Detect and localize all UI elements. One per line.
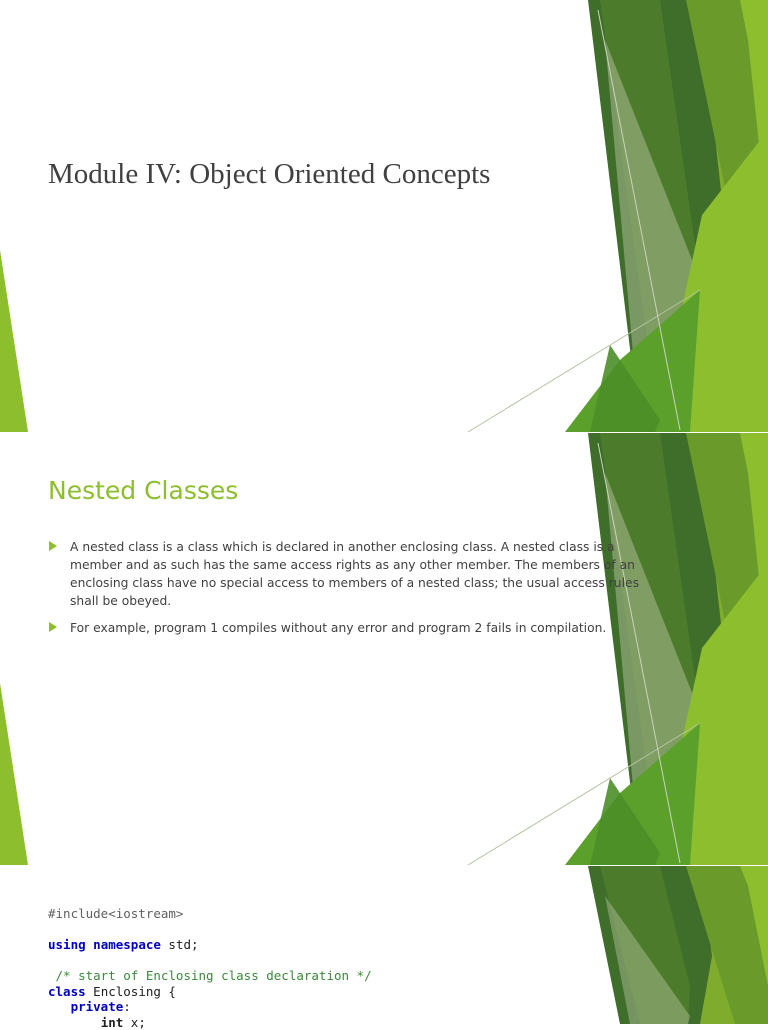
code-include: #include<iostream> — [48, 906, 184, 921]
slide-title-text: Module IV: Object Oriented Concepts — [48, 158, 491, 190]
triangle-bullet-icon — [49, 541, 57, 551]
code-text: : — [123, 999, 131, 1014]
code-text: Enclosing { — [85, 983, 176, 999]
bullet-text: For example, program 1 compiles without any error and program 2 fails in compilation. — [70, 621, 607, 635]
slide-heading: Nested Classes — [48, 476, 239, 505]
code-block — [48, 906, 372, 1030]
code-keyword: int — [100, 1014, 124, 1030]
bullet-item — [48, 538, 640, 610]
code-keyword: private — [70, 999, 124, 1014]
code-keyword: using — [48, 937, 86, 952]
code-keyword: namespace — [93, 937, 161, 952]
code-text: std; — [160, 937, 199, 952]
code-keyword: class — [48, 983, 86, 999]
bullet-text: A nested class is a class which is declared in another enclosing class. A nested class is a member and as such has the same access rights as any other member. The members of an enclosing class have no special access to members of a nested class; the usual access rules shall be obeyed. — [70, 540, 639, 608]
left-sliver-shape — [0, 250, 28, 432]
left-sliver-shape — [0, 683, 28, 865]
bullet-list — [48, 538, 640, 646]
triangle-bullet-icon — [49, 622, 57, 632]
green-facet-decoration — [0, 0, 768, 432]
slide-title — [0, 0, 768, 432]
bullet-item — [48, 619, 640, 637]
code-text: x; — [123, 1014, 146, 1030]
code-comment: /* start of Enclosing class declaration */ — [48, 968, 372, 983]
